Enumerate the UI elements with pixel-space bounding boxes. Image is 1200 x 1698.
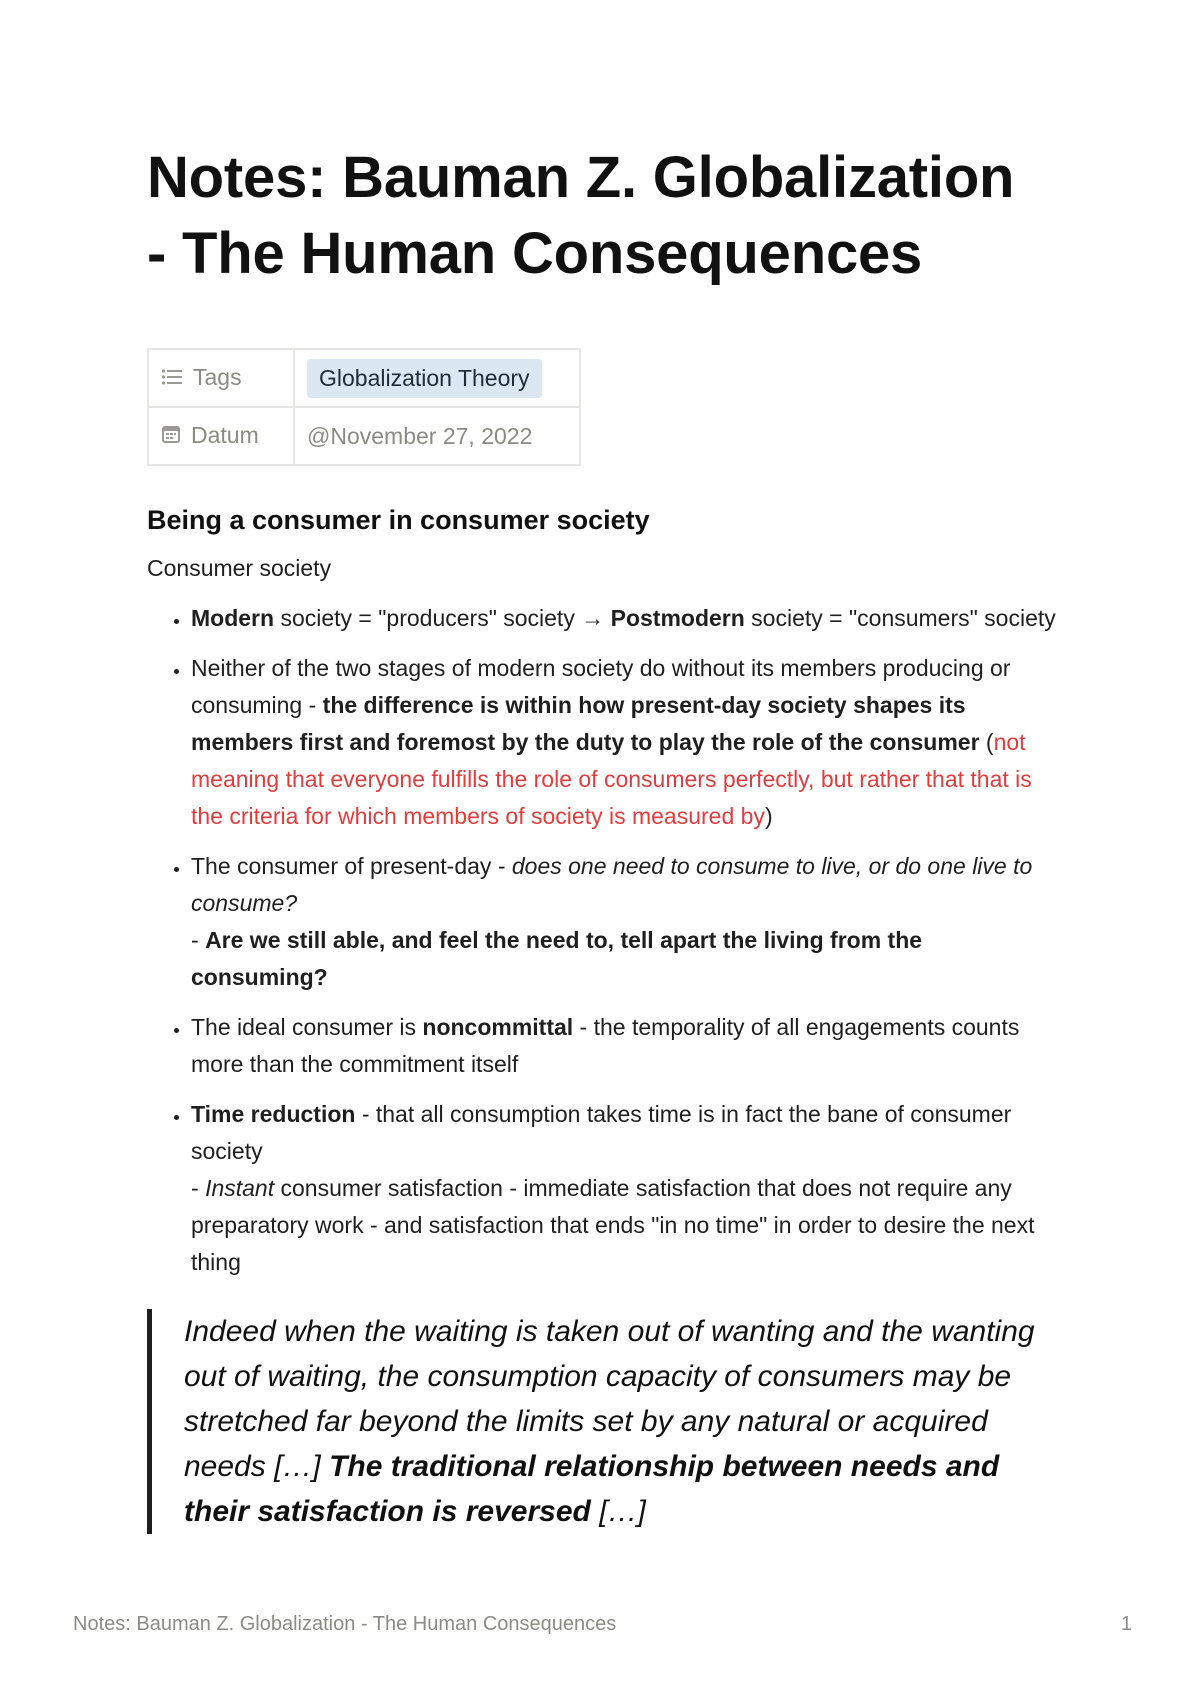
bullet-text: Neither of the two stages of modern society do without its members producing or consuming - bbox=[191, 655, 1011, 718]
bold-text: Time reduction bbox=[191, 1101, 356, 1127]
date-value[interactable]: @November 27, 2022 bbox=[307, 422, 533, 449]
tag-chip[interactable]: Globalization Theory bbox=[307, 359, 542, 398]
bold-text: the difference is within how present-day society shapes its members first and foremost by the duty to play the role of the consumer bbox=[191, 692, 980, 755]
bullet-text: The ideal consumer is bbox=[191, 1014, 423, 1040]
list-item bbox=[191, 848, 1062, 996]
property-value-cell bbox=[294, 407, 580, 465]
bullet-text: ) bbox=[764, 803, 773, 829]
title-line-1: Notes: Bauman Z. Globalization bbox=[147, 145, 1015, 210]
list-item bbox=[191, 650, 1062, 835]
property-name-cell bbox=[148, 349, 294, 407]
bullet-text: society = "consumers" society bbox=[744, 605, 1056, 631]
property-name-tags: Tags bbox=[193, 363, 242, 390]
property-value-cell bbox=[294, 349, 580, 407]
page-content bbox=[147, 140, 1062, 1534]
property-name-datum: Datum bbox=[191, 421, 259, 448]
bullet-text: society = "producers" society → bbox=[274, 605, 611, 631]
red-highlight-text: not meaning that everyone fulfills the role of consumers perfectly, but rather that that is the criteria for which members of society is measured by bbox=[191, 729, 1032, 829]
calendar-icon bbox=[161, 423, 181, 450]
quote-text: […] bbox=[590, 1495, 646, 1528]
page-title bbox=[147, 140, 1062, 292]
section-heading: Being a consumer in consumer society bbox=[147, 505, 650, 535]
bullet-text: consumer satisfaction - immediate satisfaction that does not require any preparatory work - and satisfaction that ends "in no time" in order to desire the next thing bbox=[191, 1175, 1035, 1275]
bullet-text: - that all consumption takes time is in fact the bane of consumer society bbox=[191, 1101, 1012, 1164]
list-icon bbox=[161, 365, 183, 392]
bullet-text: ( bbox=[979, 729, 994, 755]
title-line-2: - The Human Consequences bbox=[147, 221, 923, 286]
bullet-text: The consumer of present-day - bbox=[191, 853, 512, 879]
bold-text: Modern bbox=[191, 605, 275, 631]
section-subheading: Consumer society bbox=[147, 555, 332, 581]
bullet-text: - bbox=[191, 1175, 206, 1201]
list-item bbox=[191, 1009, 1062, 1083]
property-row-datum bbox=[148, 407, 580, 465]
properties-table bbox=[147, 348, 581, 466]
quote-bold-text: The traditional relationship between needs and their satisfaction is reversed bbox=[184, 1450, 1000, 1528]
quote-text: Indeed when the waiting is taken out of wanting and the wanting out of waiting, the consumption capacity of consumers may be stretched far beyond the limits set by any natural or acquired needs […] bbox=[184, 1315, 1035, 1483]
italic-text: does one need to consume to live, or do one live to consume? bbox=[191, 853, 1033, 916]
footer-title: Notes: Bauman Z. Globalization - The Human Consequences bbox=[73, 1613, 617, 1635]
bold-text: noncommittal bbox=[422, 1014, 574, 1040]
quote-block bbox=[147, 1309, 1062, 1534]
bold-text: Are we still able, and feel the need to, tell apart the living from the consuming? bbox=[191, 927, 923, 990]
property-row-tags bbox=[148, 349, 580, 407]
bullet-list bbox=[147, 600, 1062, 1281]
italic-text: Instant bbox=[205, 1175, 275, 1201]
page-number: 1 bbox=[1120, 1613, 1132, 1635]
list-item bbox=[191, 1096, 1062, 1281]
bullet-text: - the temporality of all engagements counts more than the commitment itself bbox=[191, 1014, 1020, 1077]
bold-text: Postmodern bbox=[610, 605, 745, 631]
list-item bbox=[191, 600, 1062, 637]
bullet-text: - bbox=[191, 927, 206, 953]
property-name-cell bbox=[148, 407, 294, 465]
